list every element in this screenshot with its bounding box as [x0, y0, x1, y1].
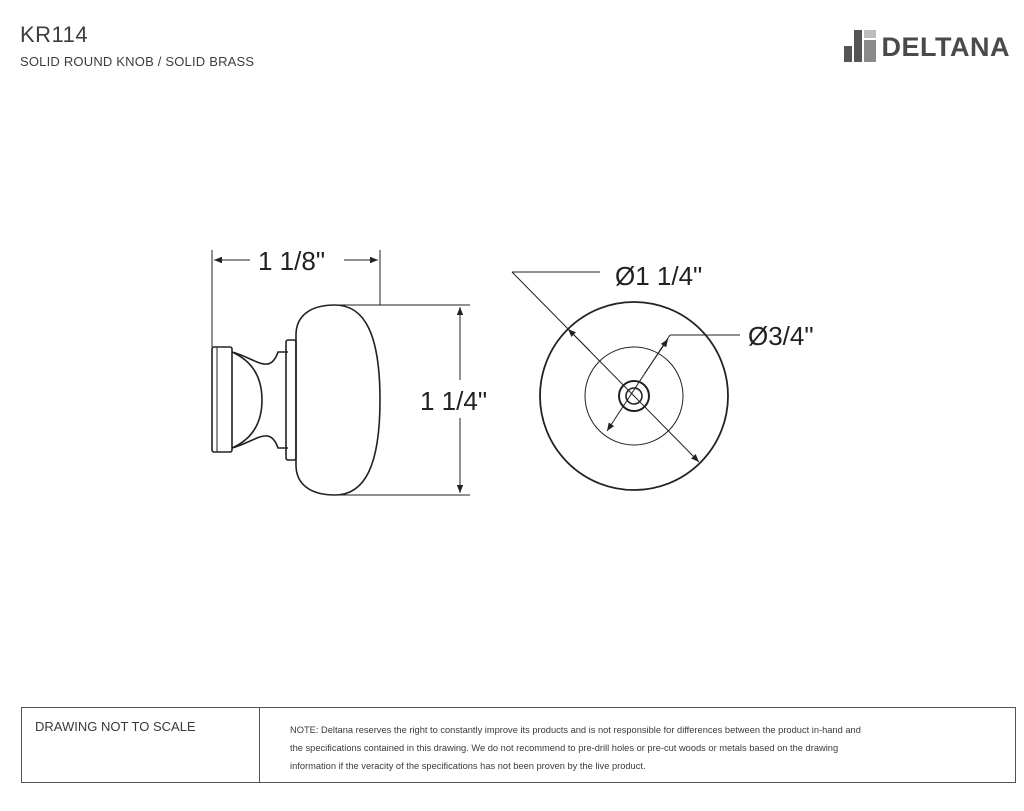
scale-note: DRAWING NOT TO SCALE: [22, 708, 260, 782]
product-subtitle: SOLID ROUND KNOB / SOLID BRASS: [20, 54, 255, 69]
dimension-inner-diameter: Ø3/4": [748, 321, 814, 351]
footer-notes: [21, 707, 1016, 783]
disclaimer-line-3: information if the veracity of the specifications has not been proven by the live product.: [290, 761, 646, 771]
knob-neck-curve-bottom: [232, 436, 288, 448]
disclaimer: [260, 708, 1015, 782]
side-view: [212, 305, 380, 495]
knob-collar: [286, 340, 296, 460]
disclaimer-line-1: NOTE: Deltana reserves the right to constantly improve its products and is not responsible for differences between the product in-hand and: [290, 725, 861, 735]
dimension-projection: 1 1/8": [258, 246, 326, 276]
dimension-height: 1 1/4": [420, 386, 488, 416]
knob-neck-curve-top: [232, 352, 288, 364]
knob-neck-top: [232, 352, 262, 448]
logo-wordmark: DELTANA: [881, 32, 1010, 62]
dimension-outer-diameter: Ø1 1/4": [615, 261, 703, 291]
side-dimensions: [212, 250, 470, 495]
knob-head: [296, 305, 380, 495]
model-number: KR114: [20, 22, 89, 47]
front-dimensions: [512, 272, 740, 462]
knob-base-plate: [212, 347, 232, 452]
disclaimer-line-2: the specifications contained in this drawing. We do not recommend to pre-drill holes or pre-cut woods or metals based on the drawing: [290, 743, 839, 753]
